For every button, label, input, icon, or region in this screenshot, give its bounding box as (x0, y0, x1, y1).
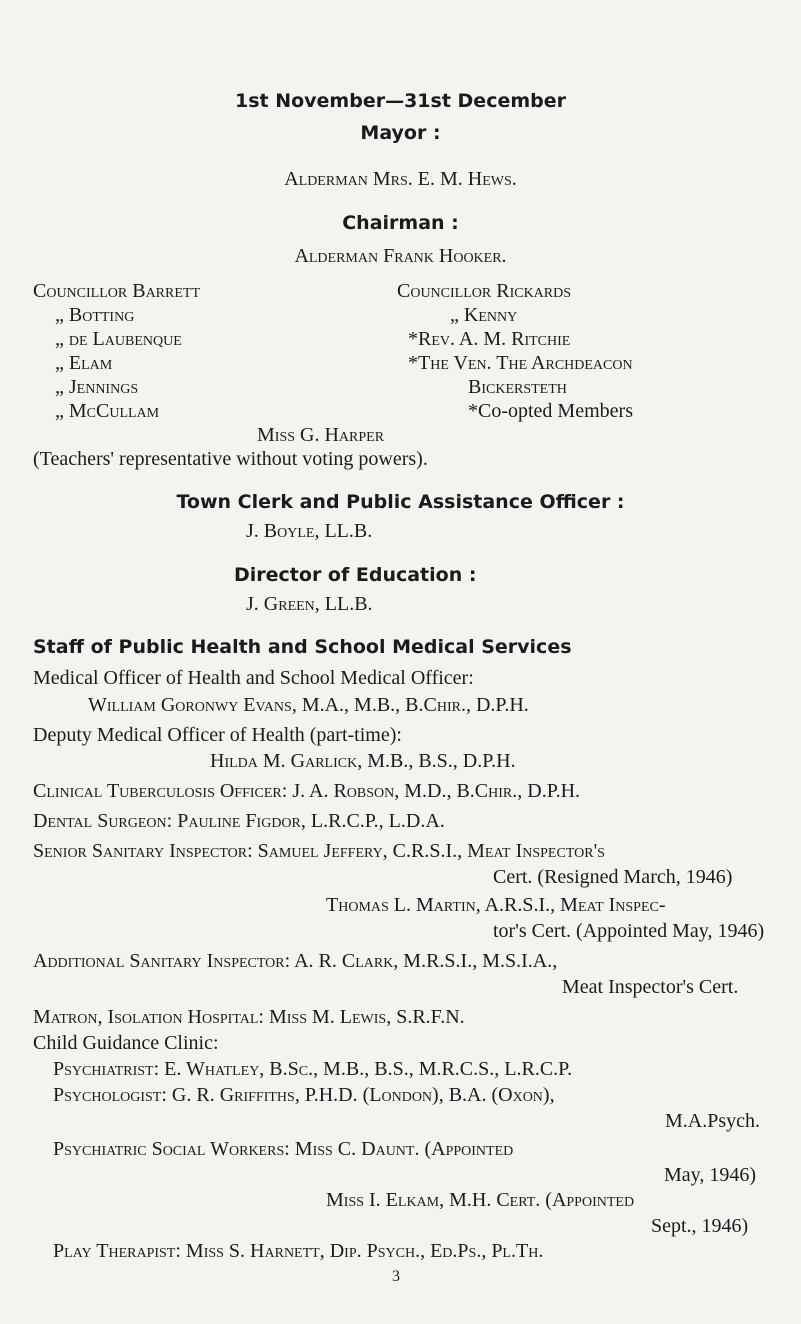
staff-line: Miss I. Elkam, M.H. Cert. (Appointed (326, 1189, 635, 1211)
page-number: 3 (392, 1268, 400, 1285)
director-name: J. Green, LL.B. (246, 593, 373, 615)
chairman-label: Chairman : (342, 212, 459, 234)
committee-member: „ Elam (55, 352, 113, 374)
staff-line: Sept., 1946) (651, 1215, 749, 1237)
staff-line: William Goronwy Evans, M.A., M.B., B.Chir., D.P.H. (88, 694, 529, 716)
staff-line: tor's Cert. (Appointed May, 1946) (493, 920, 765, 942)
staff-line: Dental Surgeon: Pauline Figdor, L.R.C.P., L.D.A. (33, 810, 445, 832)
staff-line: Psychiatric Social Workers: Miss C. Daunt. (Appointed (53, 1138, 514, 1160)
staff-line: Deputy Medical Officer of Health (part-time): (33, 724, 402, 746)
committee-member: Bickersteth (468, 376, 567, 398)
town-clerk-name: J. Boyle, LL.B. (246, 520, 373, 542)
staff-line: Clinical Tuberculosis Officer: J. A. Robson, M.D., B.Chir., D.P.H. (33, 780, 581, 802)
committee-member: „ Jennings (55, 376, 139, 398)
committee-member: *Rev. A. M. Ritchie (408, 328, 571, 350)
staff-line: Additional Sanitary Inspector: A. R. Clark, M.R.S.I., M.S.I.A., (33, 950, 558, 972)
staff-line: Psychiatrist: E. Whatley, B.Sc., M.B., B.S., M.R.C.S., L.R.C.P. (53, 1058, 573, 1080)
staff-line: Senior Sanitary Inspector: Samuel Jeffery, C.R.S.I., Meat Inspector's (33, 840, 605, 862)
committee-member: „ McCullam (55, 400, 160, 422)
committee-member: Councillor Rickards (397, 280, 572, 302)
co-opted-note: *Co-opted Members (468, 400, 633, 422)
period-heading: 1st November—31st December (234, 90, 566, 112)
staff-line: M.A.Psych. (665, 1110, 761, 1132)
staff-line: May, 1946) (664, 1164, 757, 1186)
staff-heading: Staff of Public Health and School Medical Services (33, 636, 572, 658)
committee-member: *The Ven. The Archdeacon (408, 352, 633, 374)
staff-line: Psychologist: G. R. Griffiths, P.H.D. (London), B.A. (Oxon), (53, 1084, 555, 1106)
staff-line: Thomas L. Martin, A.R.S.I., Meat Inspec- (326, 894, 666, 916)
committee-member: „ Kenny (450, 304, 518, 326)
director-label: Director of Education : (234, 564, 477, 586)
staff-line: Hilda M. Garlick, M.B., B.S., D.P.H. (210, 750, 516, 772)
committee-member: „ Botting (55, 304, 135, 326)
staff-line: Play Therapist: Miss S. Harnett, Dip. Psych., Ed.Ps., Pl.Th. (53, 1240, 544, 1262)
teacher-representative-note: (Teachers' representative without voting powers). (33, 448, 428, 470)
mayor-name: Alderman Mrs. E. M. Hews. (284, 168, 517, 190)
town-clerk-label: Town Clerk and Public Assistance Officer : (176, 491, 625, 513)
staff-line: Matron, Isolation Hospital: Miss M. Lewis, S.R.F.N. (33, 1006, 465, 1028)
staff-line: Child Guidance Clinic: (33, 1032, 219, 1054)
chairman-name: Alderman Frank Hooker. (294, 245, 507, 267)
staff-line: Medical Officer of Health and School Medical Officer: (33, 667, 474, 689)
mayor-label: Mayor : (360, 122, 441, 144)
teacher-representative: Miss G. Harper (257, 424, 385, 446)
committee-member: Councillor Barrett (33, 280, 201, 302)
committee-member: „ de Laubenque (55, 328, 182, 350)
staff-line: Cert. (Resigned March, 1946) (493, 866, 733, 888)
staff-line: Meat Inspector's Cert. (562, 976, 739, 998)
